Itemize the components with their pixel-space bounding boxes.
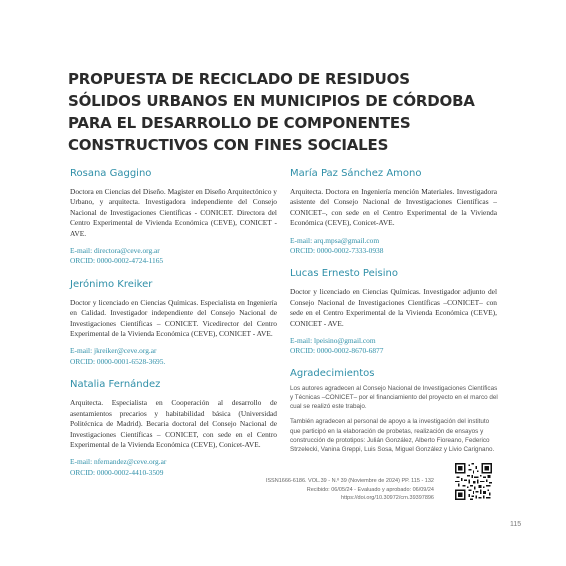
author-email-link[interactable]: E-mail: jkreiker@ceve.org.ar (70, 346, 157, 356)
acknowledgements-paragraph: También agradecen al personal de apoyo a la investigación del instituto que participó en la elaboración de probetas, realización de ensayos y construcción de prototipos: Julián González, Alberto Fioreano, Federico Strzelecki, Vanina Greppi, Luis Sosa, Miguel González y Livio Carignano. (290, 418, 495, 454)
author-block (70, 167, 277, 267)
article-title: PROPUESTA DE RECICLADO DE RESIDUOS SÓLIDOS URBANOS EN MUNICIPIOS DE CÓRDOBA PARA EL DESARROLLO DE COMPONENTES CONSTRUCTIVOS CON FINES SOCIALES (68, 70, 475, 154)
dates-line: Recibido: 06/05/24 - Evaluado y aprobado: 06/09/24 (306, 486, 434, 493)
author-email-link[interactable]: E-mail: arq.mpsa@gmail.com (290, 235, 380, 245)
authors-right-column (290, 167, 497, 460)
acknowledgements-title: Agradecimientos (290, 367, 375, 379)
author-name: Natalia Fernández (70, 379, 161, 391)
issn-line: ISSN1666-6186. VOL.39 - N.º 39 (Noviembre de 2024) PP. 115 - 132 (265, 478, 434, 484)
author-block (290, 267, 497, 356)
author-orcid-link[interactable]: ORCID: 0000-0002-7333-0938 (290, 246, 384, 256)
acknowledgements-paragraph: Los autores agradecen al Consejo Nacional de Investigaciones Científicas y Técnicas –CONICET– por el financiamiento del proyecto en el marco del cual se realizó este trabajo. (290, 384, 498, 411)
publication-metadata (234, 477, 434, 503)
page-number: 115 (510, 521, 522, 528)
author-name: Jerónimo Kreiker (70, 278, 153, 290)
author-bio: Arquitecta. Doctora en Ingeniería mención Materiales. Investigadora asistente del Consejo Nacional de Investigaciones Científicas –CONICET–, con sede en el Centro Experimental de la Vivienda Económica (CEVE), Conicet-AVE. (290, 187, 497, 228)
author-contact (290, 236, 497, 257)
author-orcid-link[interactable]: ORCID: 0000-0001-6528-3695. (70, 356, 166, 366)
author-email-link[interactable]: E-mail: directora@ceve.org.ar (70, 246, 160, 256)
author-orcid-link[interactable]: ORCID: 0000-0002-4724-1165 (70, 256, 164, 266)
author-orcid-link[interactable]: ORCID: 0000-0002-8670-6877 (290, 346, 384, 356)
author-block (70, 378, 277, 478)
author-contact (70, 346, 277, 367)
author-contact (70, 457, 277, 478)
author-contact (290, 336, 497, 357)
acknowledgements-section (290, 368, 497, 454)
author-block (70, 278, 277, 367)
author-bio: Doctor y licenciado en Ciencias Químicas. Investigador adjunto del Consejo Nacional de Investigaciones Científicas –CONICET– con sede en el Centro Experimental de la Vivienda Económica (CEVE), CONICET - AVE. (290, 287, 497, 328)
author-name: Lucas Ernesto Peisino (290, 268, 398, 280)
qr-code-icon (455, 463, 492, 500)
author-bio: Doctor y licenciado en Ciencias Químicas. Especialista en Ingeniería en Calidad. Investigador independiente del Consejo Nacional de Investigaciones Científicas – CONICET. Vicedirector del Centro Experimental de la Vivienda Económica (CEVE), CONICET - AVE. (70, 297, 277, 339)
author-email-link[interactable]: E-mail: lpeisino@gmail.com (290, 336, 376, 346)
author-bio: Doctora en Ciencias del Diseño. Magister en Diseño Arquitectónico y Urbano, y arquitecta. Investigadora independiente del Consejo Nacional de Investigaciones Científicas - CONICET. Directora del Centro Experimental de Vivienda Económica (CEVE), CONICET - AVE. (70, 187, 277, 238)
author-name: María Paz Sánchez Amono (290, 168, 422, 179)
authors-left-column (70, 167, 277, 489)
author-contact (70, 246, 277, 267)
author-block (290, 167, 497, 256)
doi-link[interactable]: https://doi.org/10.30972/crn.39397896 (341, 495, 434, 502)
author-bio: Arquitecta. Especialista en Cooperación al desarrollo de asentamientos precarios y habitabilidad básica (Universidad Politécnica de Madrid). Becaria doctoral del Consejo Nacional de Investigaciones Científicas – CONICET, con sede en el Centro Experimental de la Vivienda Económica (CEVE), Conicet-AVE. (70, 398, 277, 449)
author-name: Rosana Gaggino (70, 168, 152, 179)
author-orcid-link[interactable]: ORCID: 0000-0002-4410-3509 (70, 467, 164, 477)
author-email-link[interactable]: E-mail: nfernandez@ceve.org.ar (70, 457, 167, 467)
